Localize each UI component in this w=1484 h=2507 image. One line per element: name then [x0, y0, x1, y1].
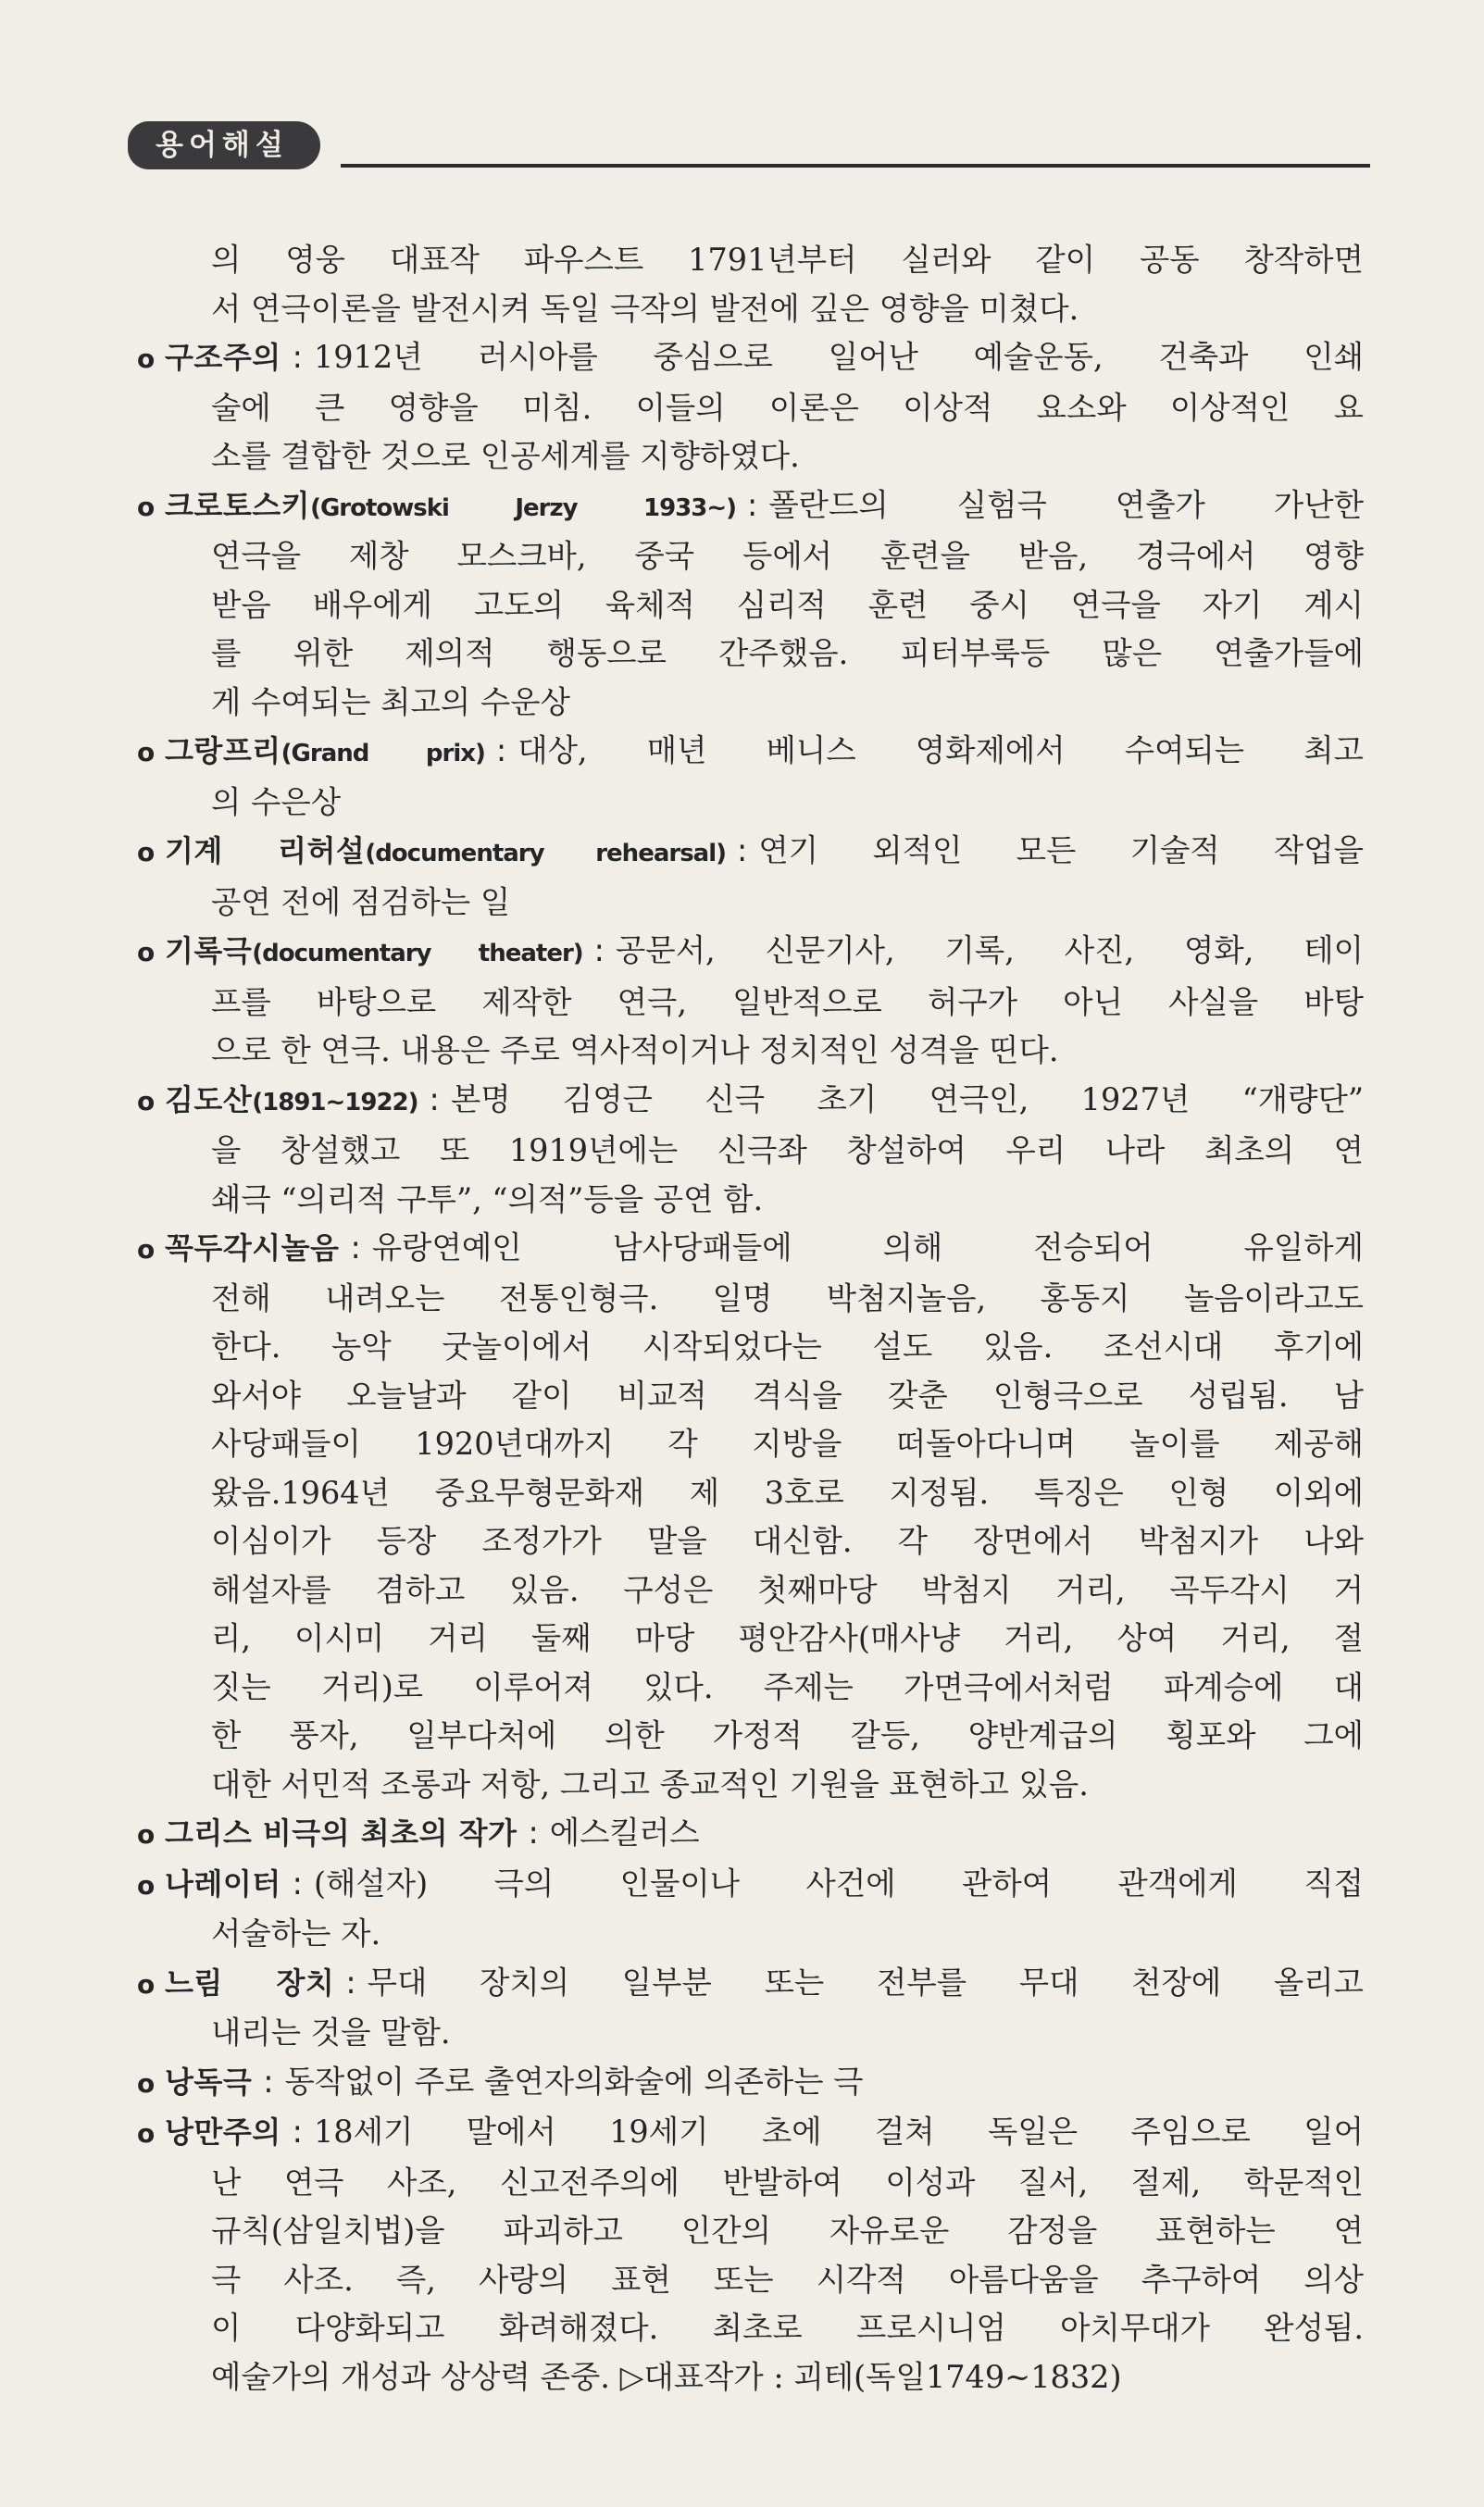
entry-line: [137, 1959, 1364, 2010]
glossary-entry: [137, 827, 1364, 927]
entry-line: [137, 1176, 1364, 1225]
entry-line: [137, 285, 1364, 334]
glossary-entry: [137, 1076, 1364, 1225]
entry-text: 무대 장치의 일부분 또는 전부를 무대 천장에 올리고: [367, 1964, 1364, 2001]
entry-bullet-icon: o: [137, 737, 156, 767]
glossary-entry-continuation: [137, 236, 1364, 333]
entry-text: 사당패들이 1920년대까지 각 지방을 떠돌아다니며 놀이를 제공해: [211, 1426, 1364, 1462]
entry-colon: :: [292, 2114, 303, 2150]
entry-line: [137, 581, 1364, 630]
entry-term: 느림 장치: [165, 1964, 335, 2001]
entry-colon: :: [737, 832, 748, 868]
glossary-entry: [137, 1224, 1364, 1809]
entry-line: [137, 1615, 1364, 1664]
glossary-entry: [137, 927, 1364, 1076]
entry-line: [137, 2058, 1364, 2109]
entry-colon: :: [292, 339, 303, 375]
entry-colon: :: [528, 1815, 539, 1851]
glossary-body: [137, 236, 1364, 2401]
entry-text: 와서야 오늘날과 같이 비교적 격식을 갖춘 인형극으로 성립됨. 남: [211, 1377, 1364, 1414]
entry-text: 쇄극 “의리적 구투”, “의적”등을 공연 함.: [211, 1180, 764, 1217]
entry-line: [137, 1910, 1364, 1959]
entry-bullet-icon: o: [137, 937, 156, 967]
entry-text: 공문서, 신문기사, 기록, 사진, 영화, 테이: [615, 932, 1364, 968]
entry-line: [137, 2108, 1364, 2159]
entry-line: [137, 333, 1364, 384]
entry-line: [137, 1076, 1364, 1128]
entry-line: [137, 927, 1364, 979]
entry-bullet-icon: o: [137, 1085, 156, 1116]
entry-term: 김도산: [165, 1081, 253, 1117]
entry-text: 연기 외적인 모든 기술적 작업을: [758, 832, 1364, 868]
entry-text: 유랑연예인 남사당패들에 의해 전승되어 유일하게: [371, 1229, 1364, 1266]
entry-line: [137, 979, 1364, 1028]
entry-line: [137, 1860, 1364, 1911]
entry-text: 폴란드의 실험극 연출가 가난한: [768, 486, 1364, 523]
entry-term: 기록극: [165, 933, 253, 968]
header-rule: [341, 164, 1370, 168]
entry-text: 난 연극 사조, 신고전주의에 반발하여 이성과 질서, 절제, 학문적인: [211, 2164, 1364, 2201]
entry-bullet-icon: o: [137, 1234, 156, 1265]
entry-line: [137, 2304, 1364, 2353]
entry-text: 리, 이시미 거리 둘째 마당 평안감사(매사냥 거리, 상여 거리, 절: [211, 1620, 1364, 1656]
entry-bullet-icon: o: [137, 2067, 156, 2099]
entry-text: 공연 전에 점검하는 일: [211, 883, 511, 920]
entry-line: [137, 1566, 1364, 1615]
entry-text: 의 영웅 대표작 파우스트 1791년부터 실러와 같이 공동 창작하면: [211, 242, 1364, 278]
entry-line: [137, 1761, 1364, 1810]
entry-line: [137, 2009, 1364, 2058]
entry-bullet-icon: o: [137, 1819, 156, 1850]
entry-line: [137, 532, 1364, 581]
entry-term: 낭만주의: [165, 2114, 281, 2150]
entry-text: 18세기 말에서 19세기 초에 걸쳐 독일은 주임으로 일어: [313, 2114, 1364, 2150]
entry-text: 프를 바탕으로 제작한 연극, 일반적으로 허구가 아닌 사실을 바탕: [211, 983, 1364, 1020]
entry-text: 술에 큰 영향을 미침. 이들의 이론은 이상적 요소와 이상적인 요: [211, 389, 1364, 426]
entry-line: [137, 1275, 1364, 1324]
entry-text: 서 연극이론을 발전시켜 독일 극작의 발전에 깊은 영향을 미쳤다.: [211, 290, 1079, 327]
entry-text: 내리는 것을 말함.: [211, 2014, 451, 2051]
entry-term-original: (documentary theater): [252, 940, 583, 967]
entry-term-original: (Grand prix): [281, 740, 485, 767]
entry-line: [137, 1664, 1364, 1713]
entry-line: [137, 779, 1364, 828]
entry-colon: :: [593, 932, 605, 968]
entry-line: [137, 1224, 1364, 1275]
entry-text: 연극을 제창 모스크바, 중국 등에서 훈련을 받음, 경극에서 영향: [211, 538, 1364, 574]
entry-text: 전해 내려오는 전통인형극. 일명 박첨지놀음, 홍동지 놀음이라고도: [211, 1279, 1364, 1316]
entry-term: 구조주의: [165, 340, 281, 375]
entry-text: 예술가의 개성과 상상력 존중. ▷대표작가 : 괴테(독일1749~1832): [211, 2358, 1122, 2395]
entry-line: [137, 1517, 1364, 1566]
entry-line: [137, 630, 1364, 679]
glossary-entry: [137, 1860, 1364, 1959]
entry-term: 그랑프리: [165, 733, 281, 768]
entry-line: [137, 432, 1364, 481]
entry-bullet-icon: o: [137, 491, 156, 522]
glossary-entry: [137, 333, 1364, 481]
entry-colon: :: [495, 732, 507, 768]
entry-line: [137, 1420, 1364, 1469]
entry-text: 1912년 러시아를 중심으로 일어난 예술운동, 건축과 인쇄: [313, 339, 1364, 375]
entry-line: [137, 1372, 1364, 1421]
entry-line: [137, 2256, 1364, 2305]
entry-text: 한 풍자, 일부다처에 의한 가정적 갈등, 양반계급의 횡포와 그에: [211, 1717, 1364, 1753]
entry-term: 낭독극: [165, 2064, 253, 2100]
entry-text: 이심이가 등장 조정가가 말을 대신함. 각 장면에서 박첨지가 나와: [211, 1523, 1364, 1559]
glossary-entry: [137, 2058, 1364, 2109]
entry-text: 으로 한 연극. 내용은 주로 역사적이거나 정치적인 성격을 띤다.: [211, 1032, 1059, 1068]
entry-text: 대상, 매년 베니스 영화제에서 수여되는 최고: [518, 732, 1364, 768]
entry-line: [137, 879, 1364, 928]
entry-line: [137, 727, 1364, 779]
entry-line: [137, 1809, 1364, 1860]
entry-line: [137, 1712, 1364, 1761]
entry-text: 의 수은상: [211, 783, 342, 820]
entry-text: 해설자를 겸하고 있음. 구성은 첫째마당 박첨지 거리, 곡두각시 거: [211, 1571, 1364, 1608]
entry-text: 소를 결합한 것으로 인공세계를 지향하였다.: [211, 438, 800, 474]
entry-bullet-icon: o: [137, 1968, 156, 2000]
entry-line: [137, 1127, 1364, 1176]
entry-text: 에스킬러스: [549, 1815, 700, 1851]
entry-line: [137, 384, 1364, 433]
page-header: [128, 116, 1370, 173]
entry-line: [137, 1469, 1364, 1518]
entry-term: 기계 리허설: [165, 833, 366, 868]
entry-term-original: (documentary rehearsal): [365, 840, 727, 867]
entry-line: [137, 679, 1364, 728]
entry-text: 게 수여되는 최고의 수운상: [211, 683, 570, 720]
entry-colon: :: [292, 1865, 303, 1902]
entry-bullet-icon: o: [137, 2118, 156, 2149]
entry-text: 왔음.1964년 중요무형문화재 제 3호로 지정됨. 특징은 인형 이외에: [211, 1474, 1364, 1511]
entry-colon: :: [345, 1964, 356, 2001]
entry-text: 받음 배우에게 고도의 육체적 심리적 훈련 중시 연극을 자기 계시: [211, 586, 1364, 623]
glossary-entry: [137, 727, 1364, 827]
entry-term: 그리스 비극의 최초의 작가: [165, 1815, 518, 1851]
entry-colon: :: [429, 1080, 440, 1117]
entry-line: [137, 1323, 1364, 1372]
entry-line: [137, 236, 1364, 285]
entry-text: 동작없이 주로 출연자의화술에 의존하는 극: [284, 2063, 864, 2100]
entry-text: 을 창설했고 또 1919년에는 신극좌 창설하여 우리 나라 최초의 연: [211, 1132, 1364, 1168]
entry-text: 를 위한 제의적 행동으로 간주했음. 피터부룩등 많은 연출가들에: [211, 635, 1364, 671]
entry-line: [137, 827, 1364, 879]
entry-text: 이 다양화되고 화려해졌다. 최초로 프로시니엄 아치무대가 완성됨.: [211, 2310, 1364, 2346]
entry-bullet-icon: o: [137, 343, 156, 374]
entry-line: [137, 481, 1364, 533]
entry-line: [137, 2207, 1364, 2256]
entry-colon: :: [350, 1229, 361, 1266]
entry-term-original: (Grotowski Jerzy 1933~): [310, 493, 737, 522]
entry-text: 한다. 농악 굿놀이에서 시작되었다는 설도 있음. 조선시대 후기에: [211, 1328, 1364, 1365]
entry-term: 나레이터: [165, 1865, 281, 1902]
entry-term-original: (1891~1922): [252, 1088, 418, 1116]
entry-line: [137, 2353, 1364, 2402]
section-title-badge: 용어해설: [128, 121, 320, 169]
glossary-entry: [137, 481, 1364, 728]
glossary-entry: [137, 1809, 1364, 1860]
entry-term: 꼭두각시놀음: [165, 1230, 340, 1266]
entry-text: 본명 김영근 신극 초기 연극인, 1927년 “개량단”: [450, 1080, 1364, 1117]
entry-text: 규칙(삼일치법)을 파괴하고 인간의 자유로운 감정을 표현하는 연: [211, 2213, 1364, 2249]
entry-bullet-icon: o: [137, 1869, 156, 1901]
entry-text: 서술하는 자.: [211, 1915, 381, 1952]
entry-term: 크로토스키: [165, 487, 311, 523]
entry-text: (해설자) 극의 인물이나 사건에 관하여 관객에게 직접: [313, 1865, 1364, 1902]
entry-bullet-icon: o: [137, 837, 156, 867]
glossary-entry: [137, 2108, 1364, 2401]
entry-colon: :: [747, 486, 758, 523]
entry-line: [137, 2159, 1364, 2208]
entry-text: 짓는 거리)로 이루어져 있다. 주제는 가면극에서처럼 파계승에 대: [211, 1668, 1364, 1705]
entry-text: 대한 서민적 조롱과 저항, 그리고 종교적인 기원을 표현하고 있음.: [211, 1765, 1089, 1802]
entry-line: [137, 1027, 1364, 1076]
entry-text: 극 사조. 즉, 사랑의 표현 또는 시각적 아름다움을 추구하여 의상: [211, 2261, 1364, 2298]
glossary-entry: [137, 1959, 1364, 2058]
entry-colon: :: [263, 2063, 274, 2100]
